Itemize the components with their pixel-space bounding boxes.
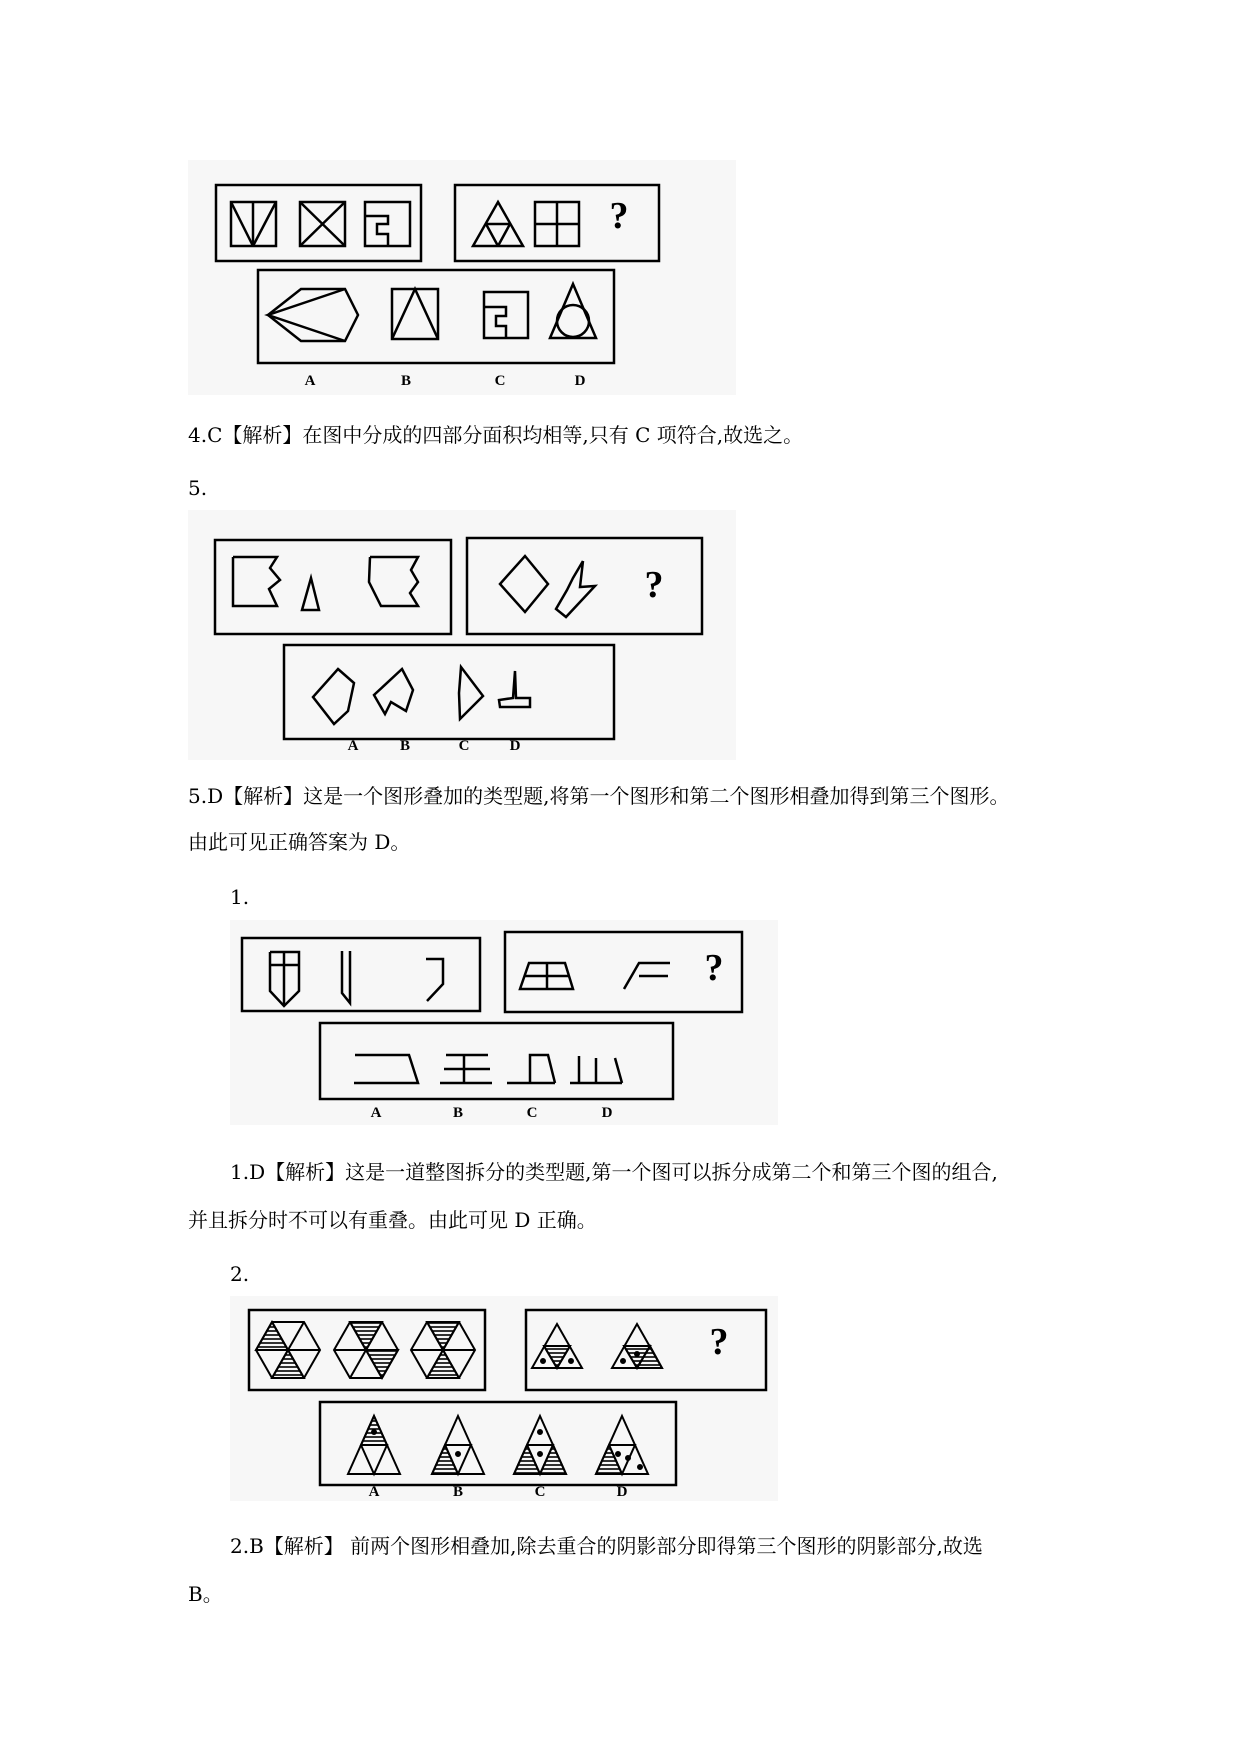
figure-question-5 [188, 510, 736, 760]
answer-text-q2: 2.B【解析】 前两个图形相叠加,除去重合的阴影部分即得第三个图形的阴影部分,故选 [230, 1534, 983, 1558]
answer-text-q5: 5.D【解析】这是一个图形叠加的类型题,将第一个图形和第二个图形相叠加得到第三个图形。 [188, 784, 1010, 808]
figure-question-2 [230, 1296, 778, 1501]
answer-text-q5-cont: 由此可见正确答案为 D。 [188, 830, 411, 854]
answer-text-q2-cont: B。 [188, 1582, 223, 1606]
option-label-d: D [574, 373, 586, 389]
option-label-a: A [304, 373, 316, 389]
option-label-c: C [458, 738, 470, 754]
option-label-a: A [347, 738, 359, 754]
question-mark: ? [704, 947, 724, 989]
option-label-c: C [534, 1484, 546, 1500]
question-number-5: 5. [188, 476, 208, 500]
question-mark: ? [609, 195, 629, 237]
option-label-c: C [526, 1105, 538, 1121]
question-number-1: 1. [230, 885, 250, 909]
question-mark: ? [644, 564, 664, 606]
answer-text-q4: 4.C【解析】在图中分成的四部分面积均相等,只有 C 项符合,故选之。 [188, 423, 804, 447]
option-label-b: B [452, 1105, 464, 1121]
option-label-d: D [601, 1105, 613, 1121]
option-label-b: B [452, 1484, 464, 1500]
figure-question-1 [230, 920, 778, 1125]
option-label-a: A [368, 1484, 380, 1500]
option-label-b: B [400, 373, 412, 389]
answer-text-q1-cont: 并且拆分时不可以有重叠。由此可见 D 正确。 [188, 1208, 597, 1232]
question-number-2: 2. [230, 1262, 250, 1286]
option-label-b: B [399, 738, 411, 754]
question-mark: ? [709, 1321, 729, 1363]
figure-question-4 [188, 160, 736, 395]
answer-text-q1: 1.D【解析】这是一道整图拆分的类型题,第一个图可以拆分成第二个和第三个图的组合, [230, 1160, 998, 1184]
option-label-c: C [494, 373, 506, 389]
option-label-d: D [509, 738, 521, 754]
option-label-a: A [370, 1105, 382, 1121]
option-label-d: D [616, 1484, 628, 1500]
